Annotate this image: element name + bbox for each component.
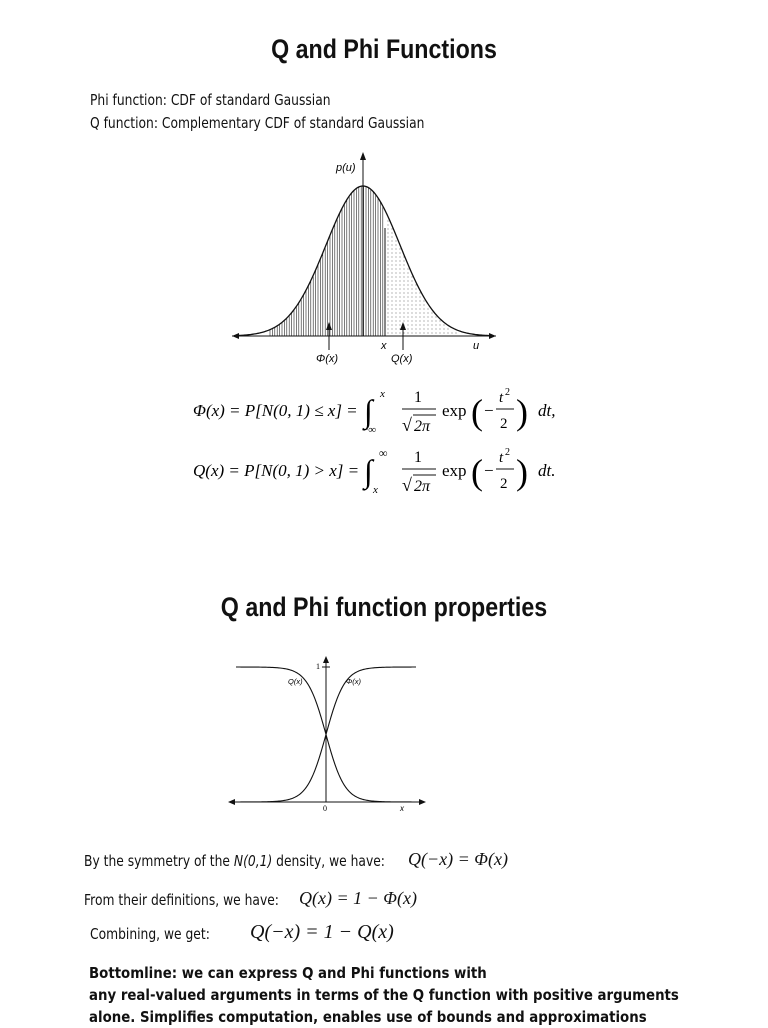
phi-region-label: Φ(x) [316,353,339,365]
q-dot [412,313,413,314]
q-dot [388,301,389,302]
q-dot [388,309,389,310]
q-dot [396,321,397,322]
q-dot [388,237,389,238]
q-dot [416,333,417,334]
q-dot [408,273,409,274]
section-title-q-phi-functions: Q and Phi Functions [271,34,497,64]
q-upper-limit: ∞ [379,446,388,460]
phi-q-integral-equations [190,378,570,503]
q-dot [392,309,393,310]
q-equation-lhs: Q(x) = P[N(0, 1) > x] = [193,461,360,480]
q-dot [432,333,433,334]
zero-label: 0 [323,804,327,813]
q-dot [400,317,401,318]
q-dot [396,289,397,290]
q-dot [396,313,397,314]
definition-equation: Q(x) = 1 − Φ(x) [299,888,417,908]
q-dot [432,329,433,330]
q-dot [416,309,417,310]
q-dot [404,305,405,306]
q-dot [396,325,397,326]
q-dot [388,233,389,234]
q-dot [400,249,401,250]
one-label: 1 [316,662,320,671]
pdf-axis-label: p(u) [336,162,356,174]
q-dot [424,325,425,326]
q-dot [392,229,393,230]
q-dot [396,285,397,286]
q-dot [396,305,397,306]
q-dot [436,329,437,330]
q-dot [408,317,409,318]
exp-denominator: 2 [500,416,508,432]
q-dot [392,265,393,266]
q-dot [424,301,425,302]
q-dot [396,265,397,266]
q-dot [412,325,413,326]
exp-numerator: t [499,450,504,466]
q-dot [392,301,393,302]
q-dot [392,257,393,258]
q-dot [424,305,425,306]
q-curve-label: Q(x) [288,677,303,686]
q-dot [408,297,409,298]
q-phi-curves-figure [222,652,432,817]
q-dot [408,285,409,286]
x-axis-arrow-right [419,799,426,805]
q-definition-text: Q function: Complementary CDF of standard Gaussian [90,114,425,132]
q-dot [416,329,417,330]
q-dot [396,241,397,242]
q-dot [388,277,389,278]
u-axis-label: u [473,340,480,352]
q-dot [412,317,413,318]
q-dot [388,313,389,314]
q-dot [392,313,393,314]
u-axis-arrow-right [489,333,496,339]
frac-numerator: 1 [414,449,422,466]
q-dot [396,301,397,302]
q-dot [440,333,441,334]
frac-denominator: 2π [414,418,431,435]
q-dot [396,269,397,270]
phi-equation-lhs: Φ(x) = P[N(0, 1) ≤ x] = [193,401,358,420]
q-dot [428,325,429,326]
x-axis-label: x [400,804,404,813]
q-dot [404,277,405,278]
q-dot [412,329,413,330]
q-dot [424,333,425,334]
q-dot [400,325,401,326]
integral-sign: ∫ [364,393,373,429]
combining-equation: Q(−x) = 1 − Q(x) [250,921,394,943]
frac-denominator: 2π [414,478,431,495]
exp-denominator: 2 [500,476,508,492]
q-dot [392,321,393,322]
q-dot [424,317,425,318]
q-dot [412,321,413,322]
q-dot [432,325,433,326]
q-dot [408,333,409,334]
q-dot [404,289,405,290]
q-pointer-arrow [400,322,406,330]
symmetry-equation: Q(−x) = Φ(x) [408,849,508,869]
q-dot [408,301,409,302]
q-dot [392,325,393,326]
q-dot [400,301,401,302]
symmetry-distribution: N(0,1) [233,852,273,870]
definition-property: From their definitions, we have: [84,891,279,909]
right-paren: ) [516,452,528,492]
q-dot [420,333,421,334]
q-dot [404,293,405,294]
q-dot [420,325,421,326]
phi-pointer-arrow [326,322,332,330]
q-dot [444,333,445,334]
u-axis-arrow-left [232,333,239,339]
q-dot [388,321,389,322]
q-dot [404,313,405,314]
q-dot [416,325,417,326]
q-dot [392,253,393,254]
q-dot [416,297,417,298]
q-dot [388,285,389,286]
q-dot [416,305,417,306]
q-dot [396,245,397,246]
q-dot [404,281,405,282]
q-dot [448,329,449,330]
minus-sign: − [484,461,494,480]
q-dot [388,317,389,318]
q-dot [408,329,409,330]
phi-curve-label: Φ(x) [346,677,362,686]
q-dot [388,261,389,262]
q-dot [400,333,401,334]
left-paren: ( [471,452,483,492]
q-dot [432,313,433,314]
left-paren: ( [471,392,483,432]
q-dot [400,265,401,266]
q-dot [444,325,445,326]
q-dot [412,301,413,302]
phi-lower-limit: −∞ [362,424,377,436]
q-equation [193,446,555,496]
q-dot [400,269,401,270]
minus-sign: − [484,401,494,420]
q-dot [408,293,409,294]
q-dot [400,297,401,298]
q-dot [420,329,421,330]
phi-equation [193,387,555,436]
y-axis-arrow [323,656,329,663]
q-dot [404,269,405,270]
sqrt-sign: √ [402,475,412,495]
q-dot [400,285,401,286]
q-dot [388,249,389,250]
q-dot [448,333,449,334]
q-dot [408,269,409,270]
symmetry-suffix: density, we have: [272,852,385,870]
q-dot [388,305,389,306]
q-dot [412,293,413,294]
pdf-axis-arrow [360,152,366,160]
q-dot [436,333,437,334]
q-dot [416,289,417,290]
exp-power: 2 [505,447,510,458]
q-dot [388,333,389,334]
section-title-properties: Q and Phi function properties [220,592,548,622]
q-dot [404,333,405,334]
q-dot [456,333,457,334]
q-dot [420,313,421,314]
q-dot [392,293,393,294]
q-dot [392,273,393,274]
q-dot [388,229,389,230]
q-dot [388,289,389,290]
symmetry-property [84,852,385,870]
q-dot [408,321,409,322]
exp-word: exp [442,401,467,420]
q-dot [388,253,389,254]
q-dot [400,277,401,278]
q-dot [416,301,417,302]
q-dot [440,321,441,322]
q-dot [400,309,401,310]
q-dot [396,281,397,282]
bottomline-line-2: any real-valued arguments in terms of the Q function with positive arguments [89,986,679,1004]
q-dot [388,265,389,266]
q-dot [392,241,393,242]
q-dot [396,277,397,278]
q-dot [396,273,397,274]
q-dot [416,293,417,294]
q-dot [400,253,401,254]
q-dot [432,321,433,322]
q-dot [412,285,413,286]
bottomline-line-3: alone. Simplifies computation, enables use of bounds and approximations [89,1008,647,1026]
q-dot [392,285,393,286]
exp-numerator: t [499,390,504,406]
q-dot [416,313,417,314]
x-axis-arrow-left [228,799,235,805]
phi-upper-limit: x [380,388,385,400]
q-dot [396,297,397,298]
q-dot [404,297,405,298]
q-region-dots [388,221,457,334]
q-dot [412,305,413,306]
q-dot [436,317,437,318]
q-dot [412,289,413,290]
exp-word: exp [442,461,467,480]
q-dot [424,313,425,314]
q-dot [388,269,389,270]
q-dot [396,333,397,334]
q-dot [416,321,417,322]
q-dot [408,289,409,290]
q-dot [388,281,389,282]
q-dot [420,301,421,302]
phi-region-hatching [270,186,383,336]
q-dot [404,301,405,302]
q-dot [432,317,433,318]
q-dot [408,281,409,282]
q-dot [440,325,441,326]
q-dot [404,321,405,322]
q-dot [388,221,389,222]
frac-numerator: 1 [414,389,422,406]
q-dot [388,325,389,326]
q-dot [404,317,405,318]
q-dot [404,273,405,274]
q-dot [392,233,393,234]
q-dot [416,317,417,318]
symmetry-prefix: By the symmetry of the [84,852,234,870]
q-dot [424,329,425,330]
q-dot [420,321,421,322]
q-dot [392,237,393,238]
sqrt-sign: √ [402,415,412,435]
q-dot [428,321,429,322]
q-dot [412,333,413,334]
q-dot [420,317,421,318]
q-dot [388,241,389,242]
q-dot [400,281,401,282]
q-dot [416,285,417,286]
q-dot [412,281,413,282]
q-dot [396,293,397,294]
q-dot [392,269,393,270]
q-dot [420,309,421,310]
q-dot [392,245,393,246]
q-dot [388,329,389,330]
q-dot [388,293,389,294]
phi-dt: dt, [538,401,556,420]
q-dt: dt. [538,461,556,480]
q-dot [428,317,429,318]
bottomline-line-1: Bottomline: we can express Q and Phi functions with [89,964,487,982]
q-dot [428,333,429,334]
q-dot [396,253,397,254]
q-dot [396,261,397,262]
q-dot [388,245,389,246]
q-dot [408,325,409,326]
q-dot [424,309,425,310]
q-dot [392,333,393,334]
q-region-label: Q(x) [391,353,413,365]
q-dot [396,309,397,310]
phi-definition-text: Phi function: CDF of standard Gaussian [90,91,331,109]
q-dot [392,261,393,262]
q-dot [396,257,397,258]
exp-power: 2 [505,387,510,398]
q-dot [408,305,409,306]
q-dot [392,305,393,306]
q-dot [404,261,405,262]
q-dot [400,261,401,262]
q-dot [388,257,389,258]
q-dot [400,293,401,294]
q-dot [408,277,409,278]
q-dot [420,305,421,306]
q-dot [392,329,393,330]
q-dot [392,277,393,278]
x-marker-label: x [381,340,387,352]
q-dot [404,309,405,310]
q-dot [412,297,413,298]
q-dot [396,249,397,250]
q-dot [452,333,453,334]
right-paren: ) [516,392,528,432]
q-dot [396,317,397,318]
q-dot [408,309,409,310]
q-dot [388,297,389,298]
q-dot [392,289,393,290]
q-dot [392,317,393,318]
q-dot [404,265,405,266]
combining-property: Combining, we get: [90,925,210,943]
q-dot [396,329,397,330]
q-dot [400,257,401,258]
q-dot [412,277,413,278]
q-dot [392,281,393,282]
q-dot [400,273,401,274]
q-dot [388,273,389,274]
q-dot [440,329,441,330]
q-dot [392,297,393,298]
q-dot [420,293,421,294]
q-dot [400,305,401,306]
q-dot [428,329,429,330]
q-dot [400,313,401,314]
q-dot [388,225,389,226]
q-dot [412,309,413,310]
q-dot [436,321,437,322]
q-dot [420,297,421,298]
q-dot [428,309,429,310]
gaussian-pdf-figure [220,148,510,373]
q-dot [424,321,425,322]
q-dot [436,325,437,326]
q-dot [444,329,445,330]
q-dot [404,285,405,286]
q-dot [400,321,401,322]
q-dot [400,289,401,290]
q-dot [408,313,409,314]
bottomline-summary [89,962,679,1028]
q-dot [428,313,429,314]
q-lower-limit: x [373,484,378,496]
q-dot [392,249,393,250]
integral-sign: ∫ [364,453,373,489]
